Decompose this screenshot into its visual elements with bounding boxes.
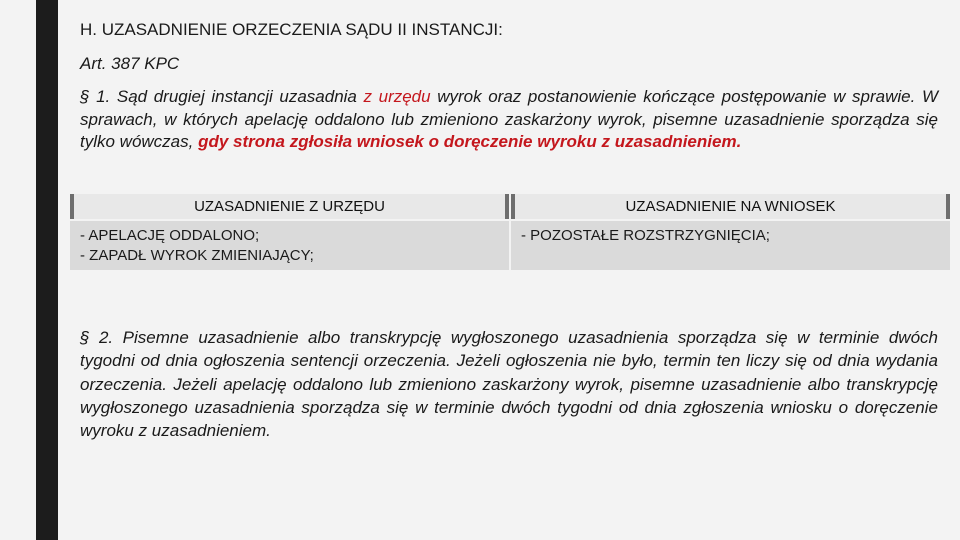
table-header-ex-officio-label: UZASADNIENIE Z URZĘDU xyxy=(194,198,385,215)
paragraph-2: § 2. Pisemne uzasadnienie albo transkrypcję wygłoszonego uzasadnienia sporządza się w terminie dwóch tygodni od dnia ogłoszenia sentencji orzeczenia. Jeżeli ogłoszenia nie było, termin ten liczy się od dnia wydania orzeczenia. Jeżeli apelację oddalono lub zmieniono zaskarżony wyrok, pisemne uzasadnienie albo transkrypcję wygłoszonego uzasadnienia sporządza się w terminie dwóch tygodni od dnia zgłoszenia wniosku o doręczenie wyroku z uzasadnieniem. xyxy=(80,328,938,441)
paragraph-1 xyxy=(80,86,938,154)
list-item: - POZOSTAŁE ROZSTRZYGNIĘCIA; xyxy=(521,227,770,244)
slide-heading: H. UZASADNIENIE ORZECZENIA SĄDU II INSTANCJI: xyxy=(80,20,503,39)
article-reference: Art. 387 KPC xyxy=(80,54,180,73)
paragraph-1-highlight-request: gdy strona zgłosiła wniosek o doręczenie wyroku z uzasadnieniem. xyxy=(198,132,742,151)
table-header-ex-officio xyxy=(70,194,509,219)
paragraph-1-part-1: § 1. Sąd drugiej instancji uzasadnia xyxy=(80,87,364,106)
justification-table xyxy=(70,194,950,270)
table-cell-on-request-list xyxy=(521,226,770,246)
list-item: - ZAPADŁ WYROK ZMIENIAJĄCY; xyxy=(80,247,314,264)
table-cell-on-request xyxy=(511,221,950,270)
table-cell-ex-officio-list xyxy=(80,226,314,266)
table-cell-ex-officio xyxy=(70,221,509,270)
list-item: - APELACJĘ ODDALONO; xyxy=(80,227,260,244)
paragraph-1-part-3: wyrok oraz postanowienie kończące postępowanie w sprawie. W sprawach, w których apelację oddalono lub zmieniono zaskarżony wyrok, pisemne uzasadnienie sporządza się tylko wówczas, xyxy=(80,87,938,151)
table-header-on-request-label: UZASADNIENIE NA WNIOSEK xyxy=(625,198,836,215)
left-accent-bar xyxy=(36,0,58,540)
paragraph-1-highlight-ex-officio: z urzędu xyxy=(363,87,431,106)
table-header-on-request xyxy=(511,194,950,219)
